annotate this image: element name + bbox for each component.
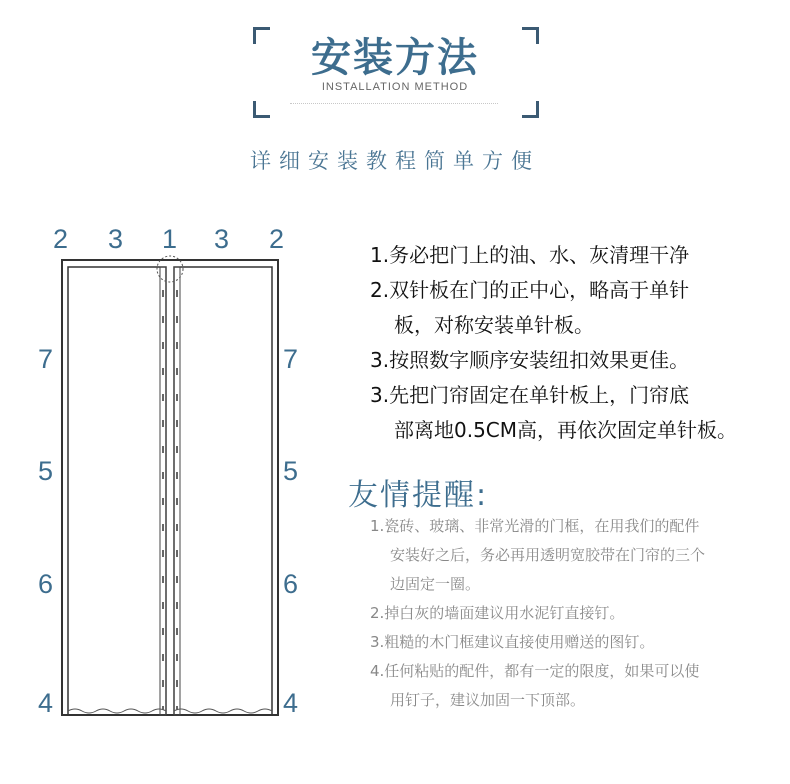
tip-4-continued: 用钉子，建议加固一下顶部。 <box>390 691 586 709</box>
step-3b: 3.先把门帘固定在单针板上，门帘底 <box>370 383 690 407</box>
right-magnetic-strip <box>174 267 180 715</box>
left-number-7: 7 <box>38 344 54 374</box>
tip-1-continued-a: 安装好之后，务必再用透明宽胶带在门帘的三个 <box>390 546 706 564</box>
tip-2: 2.掉白灰的墙面建议用水泥钉直接钉。 <box>370 604 625 622</box>
installation-steps <box>370 238 785 448</box>
magnet-dashes <box>163 290 177 710</box>
tips-list <box>370 512 780 715</box>
dotted-divider <box>290 103 498 104</box>
step-2-continued: 板，对称安装单针板。 <box>394 313 594 337</box>
top-number-left-outer: 2 <box>53 224 69 254</box>
right-number-5: 5 <box>283 456 299 486</box>
page-title: 安装方法 <box>311 35 479 81</box>
tip-1: 1.瓷砖、玻璃、非常光滑的门框，在用我们的配件 <box>370 517 700 535</box>
top-number-right-inner: 3 <box>214 224 230 254</box>
right-number-6: 6 <box>283 569 299 599</box>
top-number-right-outer: 2 <box>269 224 285 254</box>
step-3: 3.按照数字顺序安装纽扣效果更佳。 <box>370 348 690 372</box>
corner-bracket-bottom-right <box>522 101 539 118</box>
corner-bracket-bottom-left <box>253 101 270 118</box>
curtain-left-panel <box>68 267 166 715</box>
curtain-right-panel <box>174 267 272 715</box>
step-2: 2.双针板在门的正中心，略高于单针 <box>370 278 690 302</box>
step-3b-continued: 部离地0.5CM高，再依次固定单针板。 <box>394 418 738 442</box>
header <box>0 0 790 200</box>
door-curtain-diagram <box>55 255 285 725</box>
right-number-7: 7 <box>283 344 299 374</box>
left-number-4: 4 <box>38 688 54 718</box>
left-magnetic-strip <box>160 267 166 715</box>
left-number-6: 6 <box>38 569 54 599</box>
tips-title: 友情提醒: <box>348 478 489 513</box>
top-number-left-inner: 3 <box>108 224 124 254</box>
tip-4: 4.任何粘贴的配件，都有一定的限度，如果可以使 <box>370 662 700 680</box>
left-bottom-trim <box>68 709 166 713</box>
door-outer-frame <box>62 260 278 715</box>
top-number-center: 1 <box>162 224 178 254</box>
right-bottom-trim <box>174 709 272 713</box>
step-1: 1.务必把门上的油、水、灰清理干净 <box>370 243 690 267</box>
tip-1-continued-b: 边固定一圈。 <box>390 575 481 593</box>
right-number-4: 4 <box>283 688 299 718</box>
left-number-5: 5 <box>38 456 54 486</box>
page-subtitle: INSTALLATION METHOD <box>321 81 469 93</box>
tip-3: 3.粗糙的木门框建议直接使用赠送的图钉。 <box>370 633 655 651</box>
tagline: 详细安装教程简单方便 <box>250 149 540 173</box>
